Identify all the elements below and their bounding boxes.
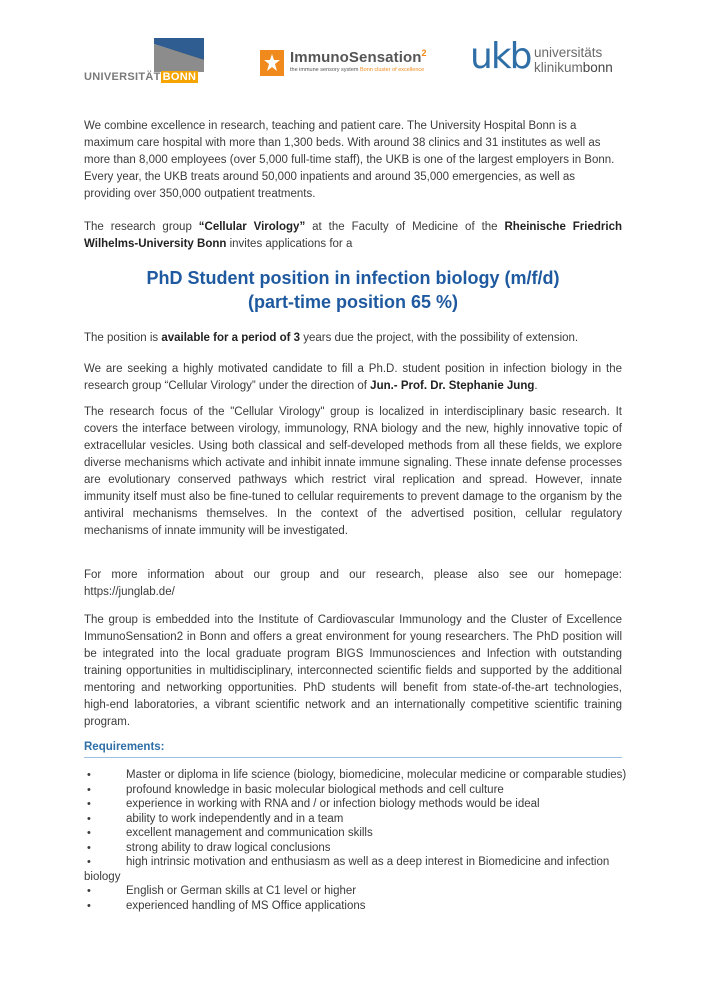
list-item — [84, 884, 629, 899]
list-item — [84, 826, 629, 841]
seeking-paragraph — [84, 361, 622, 395]
list-item — [84, 899, 629, 914]
requirement-text: profound knowledge in basic molecular biological methods and cell culture — [126, 783, 504, 796]
university-name: Rheinische Friedrich Wilhelms-University Bonn — [84, 221, 622, 250]
requirement-text: Master or diploma in life science (biology, biomedicine, molecular medicine or comparable studies) — [126, 769, 627, 781]
requirement-text: ability to work independently and in a team — [126, 812, 344, 825]
research-focus-paragraph: The research focus of the "Cellular Virology" group is localized in interdisciplinary basic research. It covers the interface between virology, immunology, RNA biology and the new, highly innovative topic of extracellular vesicles. Using both classical and self-developed methods from all these fields, we explore diverse mechanisms which activate and inhibit innate immune signaling. These innate defense processes are evolutionary conserved pathways which restrict viral replication and spread. However, innate immunity itself must also be fine-tuned to cellular requirements to prevent damage to the organism by the antiviral mechanisms themselves. In the context of the advertised position, cellular regulatory mechanisms of innate immunity will be investigated. — [84, 406, 622, 537]
ukb-wordmark — [534, 45, 613, 75]
bullet-icon: • — [87, 769, 91, 781]
list-item — [84, 812, 629, 827]
bonn-wordmark — [84, 71, 198, 83]
group-intro-b: at the Faculty of Medicine of the — [305, 221, 505, 233]
bullet-icon: • — [87, 856, 91, 868]
ukb-mark: ukb — [470, 36, 531, 77]
group-intro-paragraph — [84, 219, 622, 253]
bonn-uni-text: UNIVERSITÄT — [84, 71, 161, 83]
immuno-tagline-text: the immune sensory system — [290, 67, 359, 73]
homepage-link[interactable]: https://junglab.de/ — [84, 586, 175, 598]
list-item — [84, 797, 629, 812]
ukb-line2-b: bonn — [582, 60, 613, 75]
immunosensation-name — [290, 48, 427, 66]
requirement-text: experienced handling of MS Office applications — [126, 899, 366, 912]
list-item — [84, 783, 629, 798]
requirement-text: excellent management and communication skills — [126, 827, 373, 839]
availability-paragraph — [84, 330, 622, 347]
immunosensation-emblem-icon — [260, 50, 284, 76]
requirement-text: English or German skills at C1 level or higher — [126, 885, 357, 897]
seeking-b: . — [534, 380, 538, 392]
group-intro-c: invites applications for a — [226, 238, 353, 250]
bullet-icon: • — [87, 812, 91, 825]
seeking-a: We are seeking a highly motivated candidate to fill a Ph.D. student position in infection biology in the research group “Cellular Virology” under the direction of — [84, 363, 622, 392]
list-item — [84, 841, 629, 856]
immuno-tagline-orange: Bonn cluster of excellence — [360, 67, 425, 73]
bullet-icon: • — [87, 885, 91, 897]
requirement-text: high intrinsic motivation and enthusiasm as well as a deep interest in Biomedicine and infection biology — [84, 856, 610, 883]
availability-a: The position is — [84, 332, 162, 344]
immuno-name-text: ImmunoSensation — [290, 49, 422, 66]
immunosensation-logo — [260, 48, 460, 82]
intro-paragraph: We combine excellence in research, teaching and patient care. The University Hospital Bonn is a maximum care hospital with more than 1,300 beds. With around 38 clinics and 31 institutes as well as more than 8,000 employees (over 5,000 full-time staff), the UKB is one of the largest employers in Bonn. Every year, the UKB treats around 50,000 inpatients and around 35,000 emergencies, as well as providing over 350,000 outpatient treatments. — [84, 120, 615, 200]
ukb-line2-a: klinikum — [534, 60, 583, 75]
immunosensation-tagline — [290, 67, 424, 73]
bullet-icon: • — [87, 798, 91, 810]
ukb-line1: universitäts — [534, 45, 603, 60]
availability-bold: available for a period of 3 — [161, 332, 301, 344]
title-line2: (part-time position 65 %) — [247, 292, 458, 312]
list-item — [84, 768, 629, 783]
group-intro-a: The research group — [84, 221, 199, 233]
more-info-paragraph: For more information about our group and our research, please also see our homepage: — [84, 569, 622, 581]
supervisor-name: Jun.- Prof. Dr. Stephanie Jung — [370, 380, 535, 392]
requirement-text: strong ability to draw logical conclusions — [126, 841, 331, 854]
requirement-text: experience in working with RNA and / or infection biology methods would be ideal — [126, 798, 540, 810]
immuno-superscript: 2 — [421, 48, 427, 58]
group-name: “Cellular Virology” — [198, 221, 306, 233]
ukb-logo — [470, 36, 630, 84]
title-line1: PhD Student position in infection biology (m/f/d) — [146, 268, 560, 288]
availability-b: years due the project, with the possibility of extension. — [300, 332, 579, 344]
university-bonn-logo — [84, 38, 204, 86]
embedded-paragraph: The group is embedded into the Institute of Cardiovascular Immunology and the Cluster of Excellence ImmunoSensation2 in Bonn and offers a great environment for young researchers. The PhD position will be integrated into the local graduate program BIGS Immunosciences and Infection with outstanding training opportunities in multidisciplinary, interconnected scientific fields and supported by the additional mentoring and networking opportunities. PhD students will benefit from state-of-the-art technologies, high-end laboratories, a vibrant scientific network and an internationally competitive scientific training program. — [84, 614, 622, 728]
bonn-emblem-icon — [154, 38, 204, 72]
requirements-heading: Requirements: — [84, 741, 622, 758]
bullet-icon: • — [87, 827, 91, 839]
bullet-icon: • — [87, 783, 91, 796]
requirements-list — [84, 768, 629, 913]
bonn-city-text: BONN — [162, 71, 197, 83]
page-title — [84, 266, 622, 314]
bullet-icon: • — [87, 899, 91, 912]
list-item — [84, 855, 629, 884]
bullet-icon: • — [87, 841, 91, 854]
